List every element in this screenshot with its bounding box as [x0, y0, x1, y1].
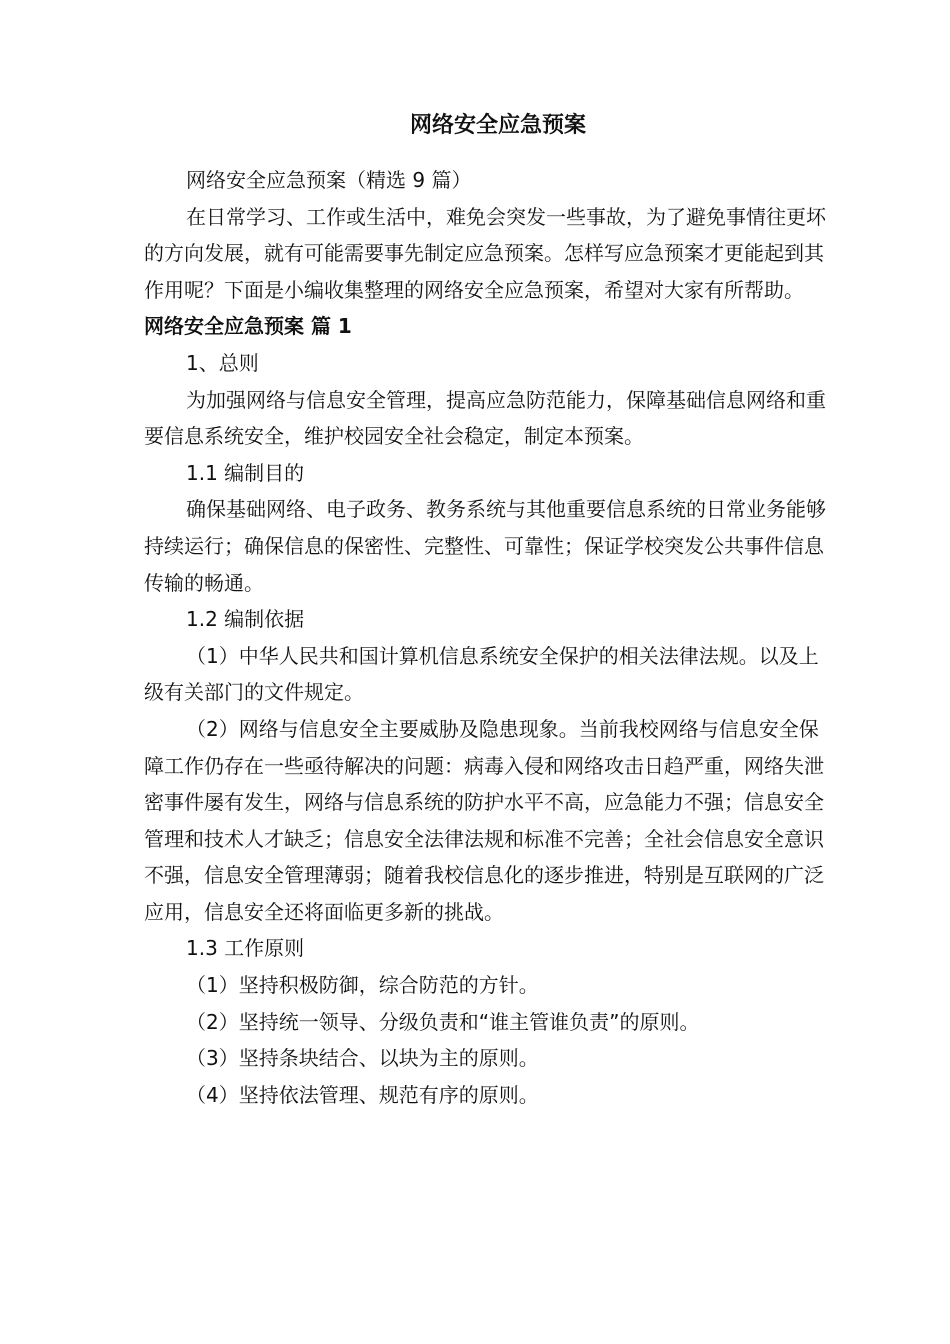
- paragraph: 在日常学习、工作或生活中，难免会突发一些事故，为了避免事情往更坏的方向发展，就有可能需要事先制定应急预案。怎样写应急预案才更能起到其作用呢？下面是小编收集整理的网络安全应急预案，希望对大家有所帮助。: [144, 204, 826, 302]
- paragraph: （2）坚持统一领导、分级负责和“谁主管谁负责”的原则。: [186, 1009, 700, 1034]
- paragraph: 1.3 工作原则: [186, 936, 305, 961]
- paragraph: （3）坚持条块结合、以块为主的原则。: [186, 1046, 539, 1071]
- paragraph: 1、总则: [186, 350, 259, 375]
- paragraph: （2）网络与信息安全主要威胁及隐患现象。当前我校网络与信息安全保障工作仍存在一些亟待解决的问题：病毒入侵和网络攻击日趋严重，网络失泄密事件屡有发生，网络与信息系统的防护水平不高，应急能力不强；信息安全管理和技术人才缺乏；信息安全法律法规和标准不完善；全社会信息安全意识不强，信息安全管理薄弱；随着我校信息化的逐步推进，特别是互联网的广泛应用，信息安全还将面临更多新的挑战。: [144, 716, 824, 924]
- paragraph: （4）坚持依法管理、规范有序的原则。: [186, 1082, 539, 1107]
- paragraph: 1.1 编制目的: [186, 460, 305, 485]
- section-heading: 网络安全应急预案 篇 1: [144, 314, 352, 339]
- document-body: [144, 162, 834, 1113]
- document-title: 网络安全应急预案: [409, 113, 586, 138]
- paragraph: 1.2 编制依据: [186, 607, 305, 632]
- document-page: [144, 108, 834, 1113]
- paragraph: （1）坚持积极防御，综合防范的方针。: [186, 973, 539, 998]
- paragraph: 网络安全应急预案（精选 9 篇）: [186, 168, 472, 192]
- paragraph: 确保基础网络、电子政务、教务系统与其他重要信息系统的日常业务能够持续运行；确保信息的保密性、完整性、可靠性；保证学校突发公共事件信息传输的畅通。: [144, 497, 826, 595]
- paragraph: （1）中华人民共和国计算机信息系统安全保护的相关法律法规。以及上级有关部门的文件规定。: [144, 643, 819, 705]
- paragraph: 为加强网络与信息安全管理，提高应急防范能力，保障基础信息网络和重要信息系统安全，维护校园安全社会稳定，制定本预案。: [144, 387, 826, 449]
